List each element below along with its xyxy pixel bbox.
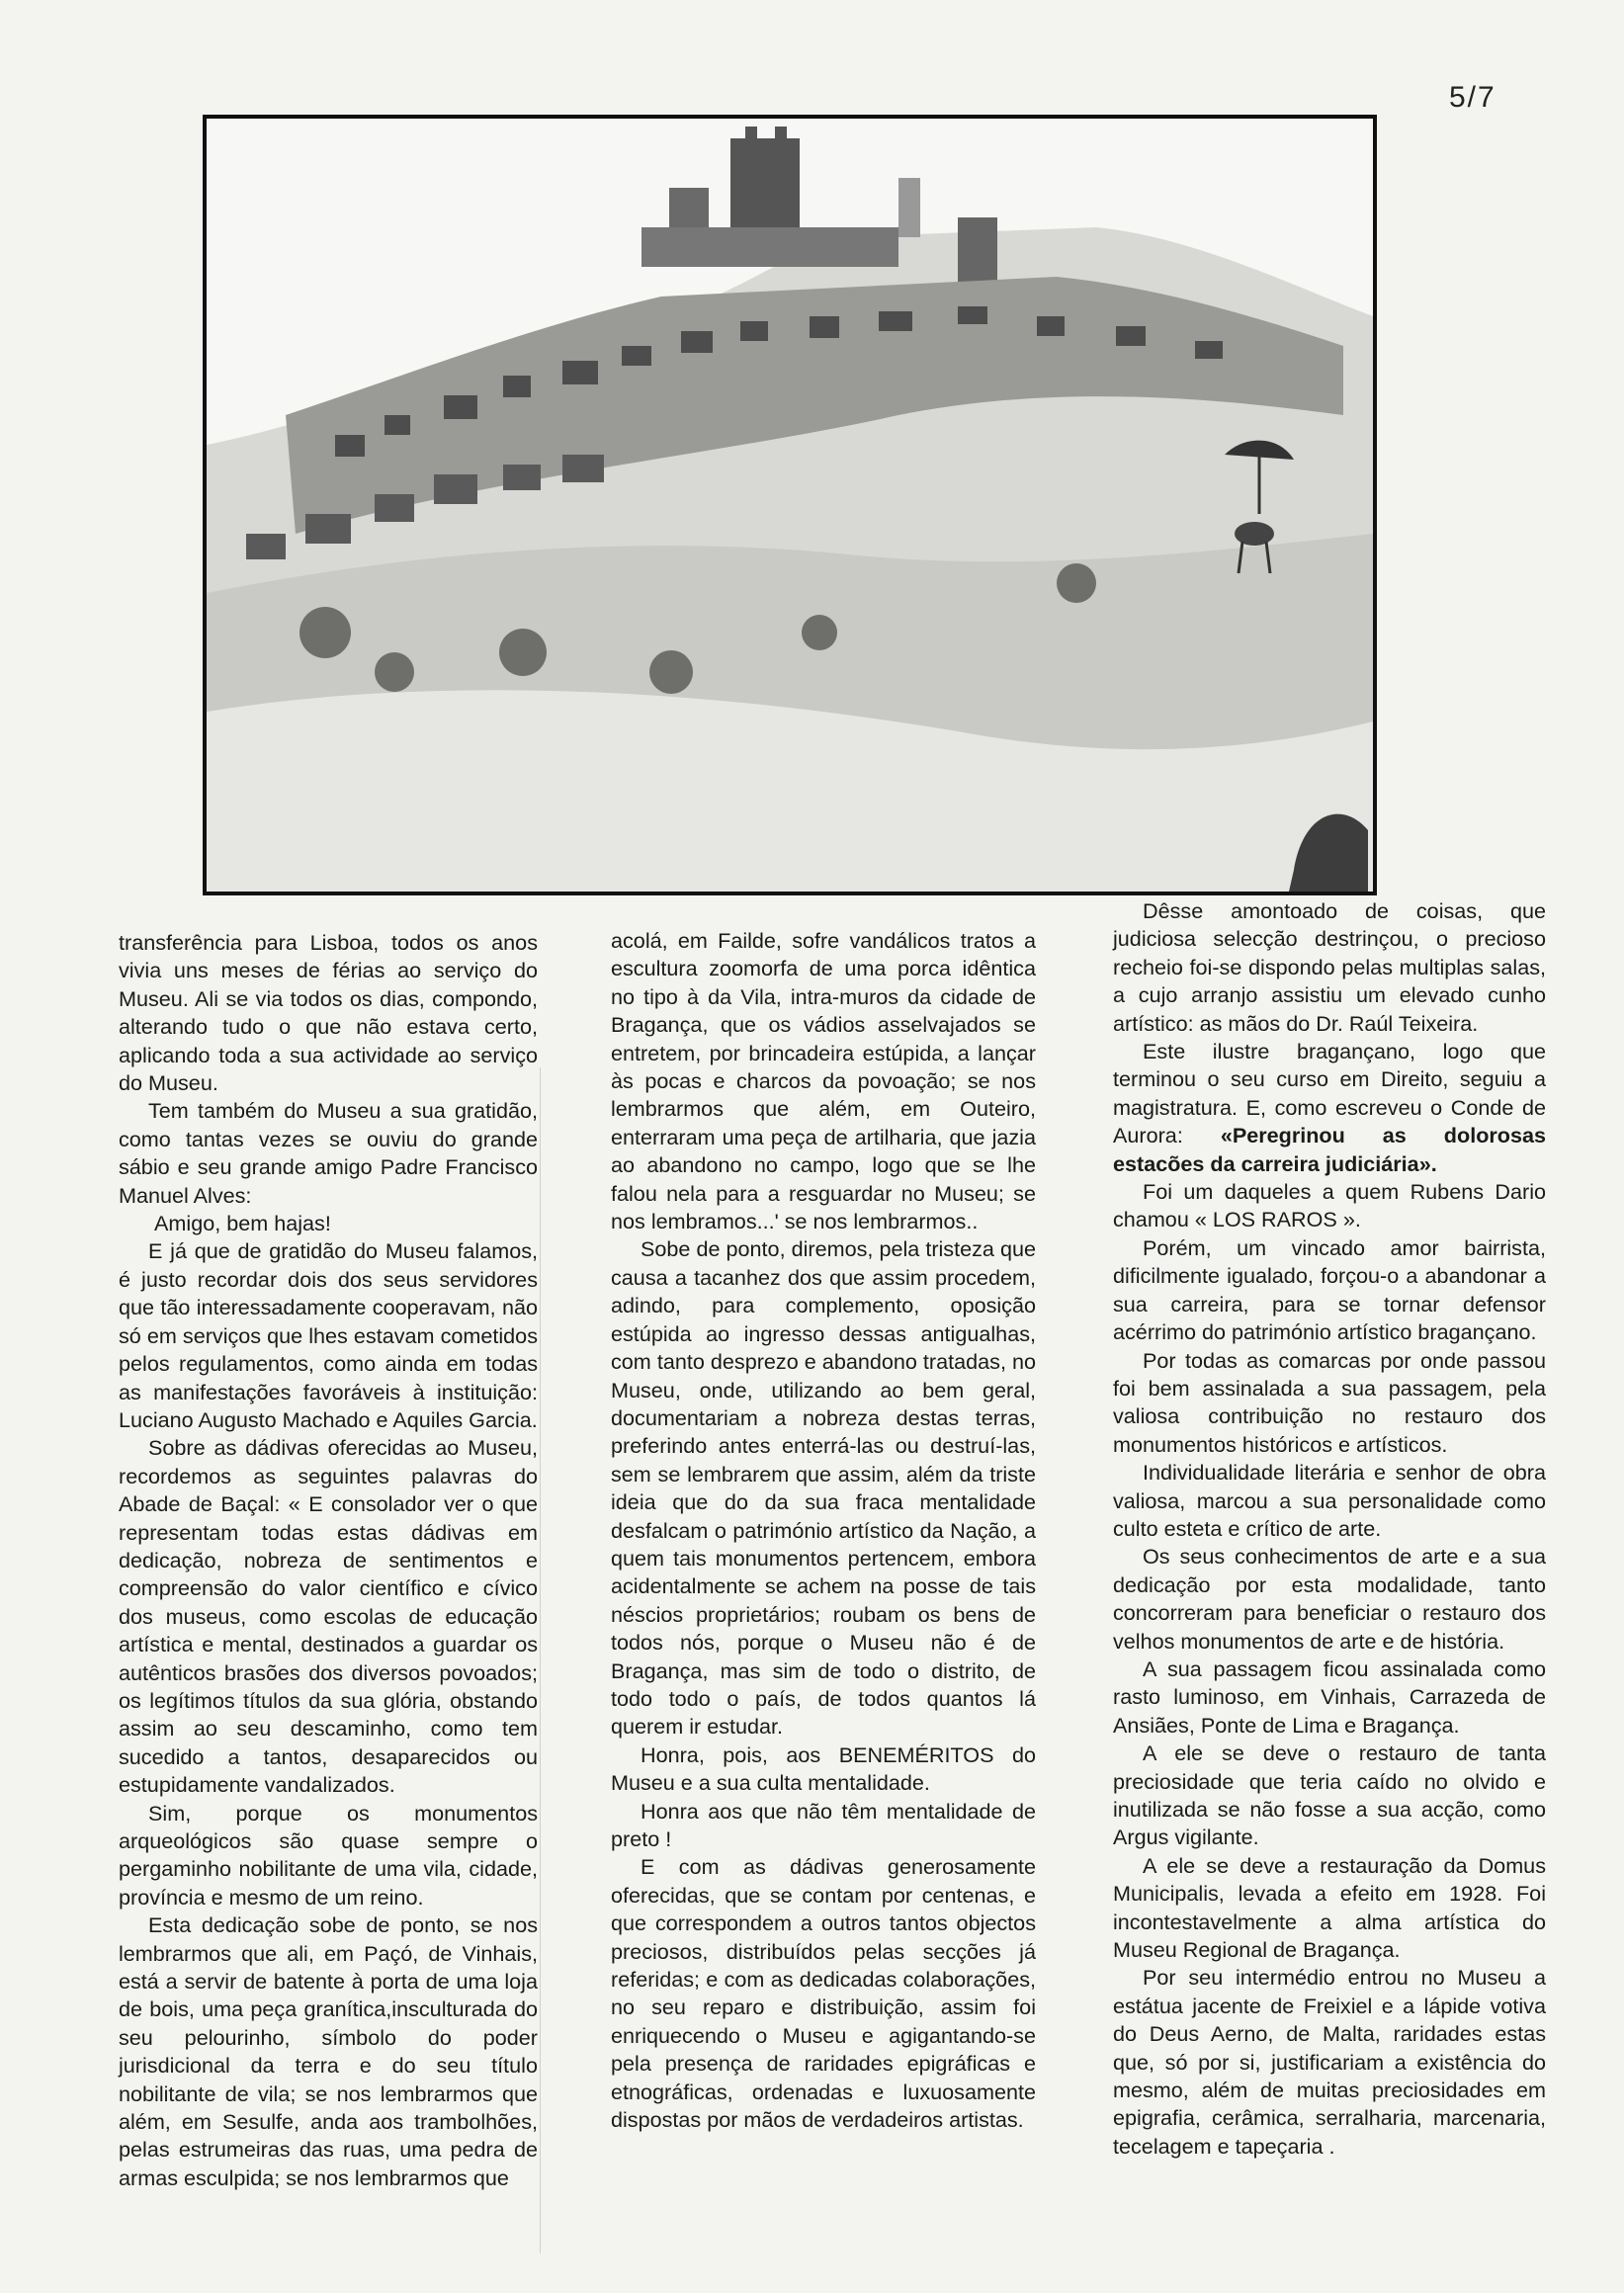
paragraph: Tem também do Museu a sua gratidão, como tantas vezes se ouviu do grande sábio e seu grande amigo Padre Francisco Manuel Alves: [119, 1098, 538, 1208]
paragraph: Honra aos que não têm mentalidade de preto ! [611, 1798, 1036, 1851]
paragraph: Foi um daqueles a quem Rubens Dario chamou « LOS RAROS ». [1113, 1179, 1546, 1232]
paragraph: E com as dádivas generosamente oferecidas, que se contam por centenas, e que correspondem a outros tantos objectos preciosos, distribuídos pelas secções já referidas; e com as dedicadas colaborações, no seu reparo e distribuição, assim foi enriquecendo o Museu e agigantando-se pela presença de raridades epigráficas e etnográficas, ordenadas e luxuosamente dispostas por mãos de verdadeiros artistas. [611, 1854, 1036, 2133]
paragraph: transferência para Lisboa, todos os anos vivia uns meses de férias ao serviço do Museu. Ali se via todos os dias, compondo, alterando tudo o que não estava certo, aplicando toda a sua actividade ao serviço do Museu. [119, 930, 538, 1096]
right-text-column [1113, 897, 1546, 2161]
castle-landscape-illustration [203, 115, 1377, 895]
paragraph: A ele se deve o restauro de tanta preciosidade que teria caído no olvido e inutilizada se não fosse a sua acção, como Argus vigilante. [1113, 1741, 1546, 1850]
paragraph: Individualidade literária e senhor de obra valiosa, marcou a sua personalidade como culto esteta e crítico de arte. [1113, 1460, 1546, 1541]
page-number: 5/7 [1449, 81, 1496, 114]
paragraph: acolá, em Failde, sofre vandálicos tratos a escultura zoomorfa de uma porca idêntica no tipo à da Vila, intra-muros da cidade de Bragança, que os vádios asselvajados se entretem, por brincadeira estúpida, a lançar às pocas e charcos da povoação; se nos lembrarmos que além, em Outeiro, enterraram uma peça de artilharia, que jazia ao abandono no campo, logo que se lhe falou nela para a resguardar no Museu; se nos lembramos...' se nos lembrarmos.. [611, 928, 1036, 1234]
paragraph: Honra, pois, aos BENEMÉRITOS do Museu e a sua culta mentalidade. [611, 1741, 1036, 1796]
paragraph-text: Este ilustre bragançano, logo que terminou o seu curso em Direito, seguiu a magistratura. E, como escreveu o Conde de Aurora: [1113, 1039, 1546, 1148]
castle-landscape-drawing [207, 119, 1373, 892]
paragraph: Sobe de ponto, diremos, pela tristeza que causa a tacanhez dos que assim procedem, adindo, para complemento, oposição estúpida ao ingresso dessas antigualhas, com tanto desprezo e abandono tratadas, no Museu, onde, utilizando ao bem geral, documentariam a nobreza destas terras, preferindo antes enterrá-las ou destruí-las, sem se lembrarem que assim, além da triste ideia que do da sua fraca mentalidade desfalcam o património artístico da Nação, a quem tais monumentos pertencem, embora acidentalmente se achem na posse de tais néscios proprietários; roubam os bens de todos nós, porque o Museu não é de Bragança, mas sim de todo o distrito, de todo todo o país, de todos quantos lá querem ir estudar. [611, 1236, 1036, 1740]
paragraph: Sobre as dádivas oferecidas ao Museu, recordemos as seguintes palavras do Abade de Baçal: « E consolador ver o que representam todas estas dádivas em dedicação, nobreza de sentimentos e compreensão do valor científico e cívico dos museus, como escolas de educação artística e mental, destinados a guardar os autênticos brasões dos diversos povoados; os legítimos títulos da sua glória, obstando assim ao seu descaminho, como tem sucedido a tantos, desaparecidos ou estupidamente vandalizados. [119, 1435, 538, 1798]
paragraph: Os seus conhecimentos de arte e a sua dedicação por esta modalidade, tanto concorreram para beneficiar o restauro dos velhos monumentos de arte e de história. [1113, 1544, 1546, 1654]
paragraph: Porém, um vincado amor bairrista, dificilmente igualado, forçou-o a abandonar a sua carreira, para se tornar defensor acérrimo do património artístico bragançano. [1113, 1234, 1546, 1345]
middle-text-column [611, 927, 1036, 2134]
paragraph: Dêsse amontoado de coisas, que judiciosa selecção destrinçou, o precioso recheio foi-se dispondo pelas multiplas salas, a cujo arranjo assistiu um elevado cunho artístico: as mãos do Dr. Raúl Teixeira. [1113, 898, 1546, 1036]
column-divider [540, 1067, 541, 2253]
left-text-column [119, 929, 538, 2192]
paragraph: Esta dedicação sobe de ponto, se nos lembrarmos que ali, em Paçó, de Vinhais, está a servir de batente à porta de uma loja de bois, uma peça granítica,insculturada do seu pelourinho, símbolo do poder jurisdicional da terra e do seu título nobilitante de vila; se nos lembrarmos que além, em Sesulfe, anda aos trambolhões, pelas estrumeiras das ruas, uma pedra de armas esculpida; se nos lembrarmos que [119, 1912, 538, 2190]
bold-quote: «Peregrinou as dolorosas estacões da carreira judiciária». [1113, 1123, 1547, 1176]
paragraph: Sim, porque os monumentos arqueológicos são quase sempre o pergaminho nobilitante de uma vila, cidade, província e mesmo de um reino. [119, 1800, 538, 1910]
paragraph: Por todas as comarcas por onde passou foi bem assinalada a sua passagem, pela valiosa contribuição no restauro dos monumentos históricos e artísticos. [1113, 1347, 1546, 1457]
paragraph: A ele se deve a restauração da Domus Municipalis, levada a efeito em 1928. Foi incontestavelmente a alma artística do Museu Regional de Bragança. [1113, 1852, 1546, 1963]
quote-line: Amigo, bem hajas! [154, 1211, 331, 1236]
paragraph: A sua passagem ficou assinalada como rasto luminoso, em Vinhais, Carrazeda de Ansiães, Ponte de Lima e Bragança. [1113, 1656, 1546, 1738]
paragraph [1113, 1038, 1546, 1178]
paragraph: Por seu intermédio entrou no Museu a estátua jacente de Freixiel e a lápide votiva do Deus Aerno, de Malta, raridades estas que, só por si, justificariam a existência do mesmo, além de muitas preciosidades em epigrafia, cerâmica, serralharia, marcenaria, tecelagem e tapeçaria . [1113, 1965, 1546, 2159]
paragraph: E já que de gratidão do Museu falamos, é justo recordar dois dos seus servidores que tão interessadamente cooperavam, não só em serviços que lhes estavam cometidos pelos regulamentos, como ainda em todas as manifestações favoráveis à instituição: Luciano Augusto Machado e Aquiles Garcia. [119, 1238, 538, 1432]
